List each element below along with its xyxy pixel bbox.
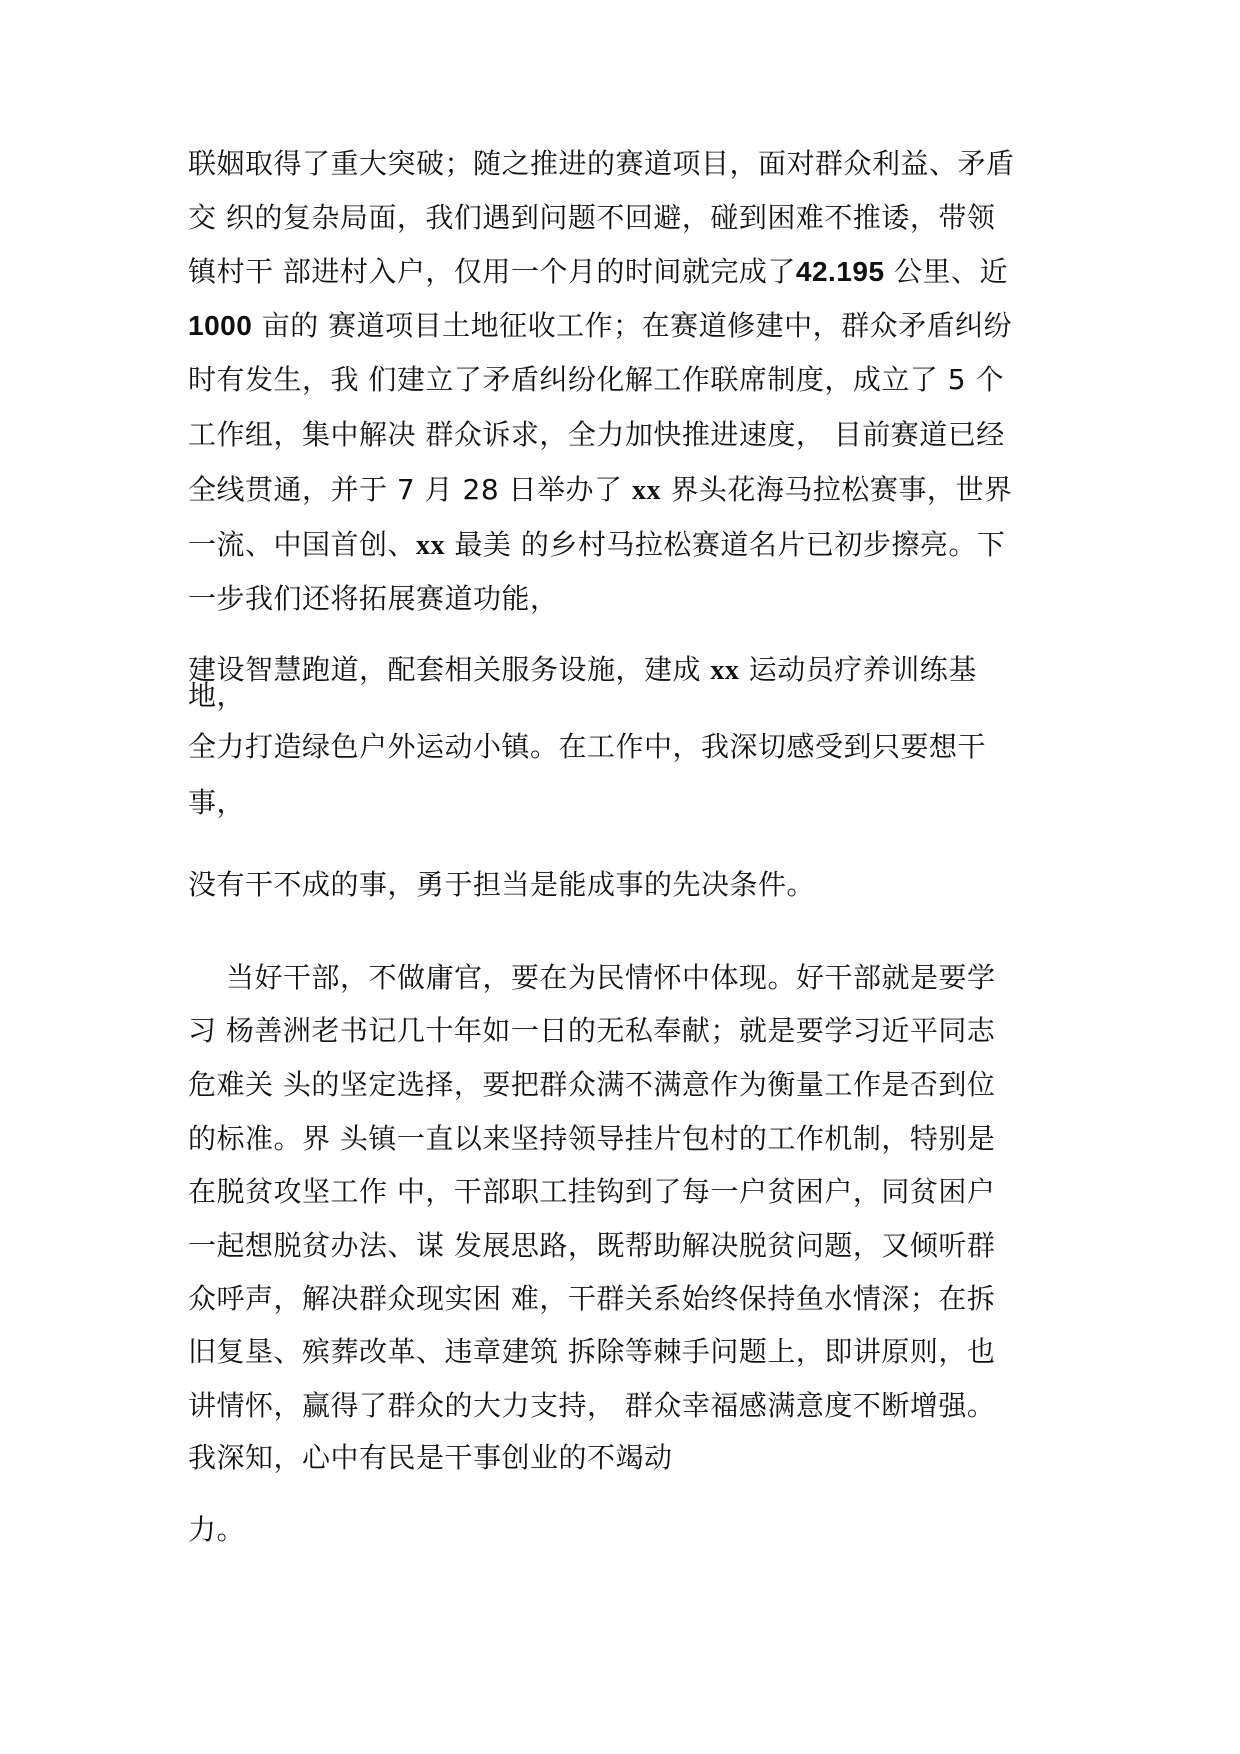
text-line <box>188 309 1068 343</box>
text-line: 当好干部，不做庸官，要在为民情怀中体现。好干部就是要学 <box>226 961 996 994</box>
text-line <box>188 255 1068 289</box>
text-line: 旧复垦、殡葬改革、违章建筑 拆除等棘手问题上，即讲原则，也 <box>188 1335 996 1368</box>
text-line: 习 杨善洲老书记几十年如一日的无私奉献；就是要学习近平同志 <box>188 1014 996 1047</box>
text-line: 在脱贫攻坚工作 中，干部职工挂钩到了每一户贫困户，同贫困户 <box>188 1175 996 1208</box>
placeholder-name: xx <box>416 530 446 561</box>
text-run: 建设智慧跑道，配套相关服务设施，建成 <box>188 653 711 686</box>
text-run: 运动员疗养训练基 <box>739 653 977 686</box>
text-line: 地， <box>188 679 246 712</box>
placeholder-name: xx <box>631 475 661 506</box>
text-line: 众呼声，解决群众现实困 难，干群关系始终保持鱼水情深；在拆 <box>188 1282 996 1315</box>
text-line: 讲情怀，赢得了群众的大力支持， 群众幸福感满意度不断增强。 <box>188 1389 996 1422</box>
text-line: 一步我们还将拓展赛道功能， <box>188 582 559 615</box>
text-run: 镇村干 部进村入户，仅用一个月的时间就完成了 <box>188 255 796 288</box>
text-run: 全线贯通，并于 7 月 28 日举办了 <box>188 473 632 506</box>
text-run: 一流、中国首创、 <box>188 528 417 561</box>
text-line: 交 织的复杂局面，我们遇到问题不回避，碰到困难不推诿，带领 <box>188 201 996 234</box>
text-line: 的标准。界 头镇一直以来坚持领导挂片包村的工作机制，特别是 <box>188 1122 996 1155</box>
text-run: 界头花海马拉松赛事，世界 <box>660 473 1013 506</box>
text-line: 力。 <box>188 1513 246 1546</box>
area-value: 1000 <box>188 310 253 341</box>
text-line: 全力打造绿色户外运动小镇。在工作中，我深切感受到只要想干 <box>188 730 987 763</box>
text-line: 没有干不成的事，勇于担当是能成事的先决条件。 <box>188 868 816 901</box>
text-line: 联姻取得了重大突破；随之推进的赛道项目，面对群众利益、矛盾 <box>188 147 1015 180</box>
text-line: 工作组，集中解决 群众诉求，全力加快推进速度， 目前赛道已经 <box>188 418 1005 451</box>
text-line: 我深知，心中有民是干事创业的不竭动 <box>188 1441 673 1474</box>
text-line <box>188 473 1068 508</box>
text-line: 事， <box>188 786 246 819</box>
text-run: 公里、近 <box>884 255 1008 288</box>
text-run: 亩的 赛道项目土地征收工作；在赛道修建中，群众矛盾纠纷 <box>252 309 1013 342</box>
text-line: 一起想脱贫办法、谋 发展思路，既帮助解决脱贫问题，又倾听群 <box>188 1229 996 1262</box>
distance-value: 42.195 <box>795 256 885 287</box>
text-line <box>188 528 1068 563</box>
text-line: 时有发生，我 们建立了矛盾纠纷化解工作联席制度，成立了 5 个 <box>188 363 1005 396</box>
text-line: 危难关 头的坚定选择，要把群众满不满意作为衡量工作是否到位 <box>188 1068 996 1101</box>
text-run: 最美 的乡村马拉松赛道名片已初步擦亮。下 <box>445 528 1006 561</box>
placeholder-name: xx <box>710 655 740 686</box>
